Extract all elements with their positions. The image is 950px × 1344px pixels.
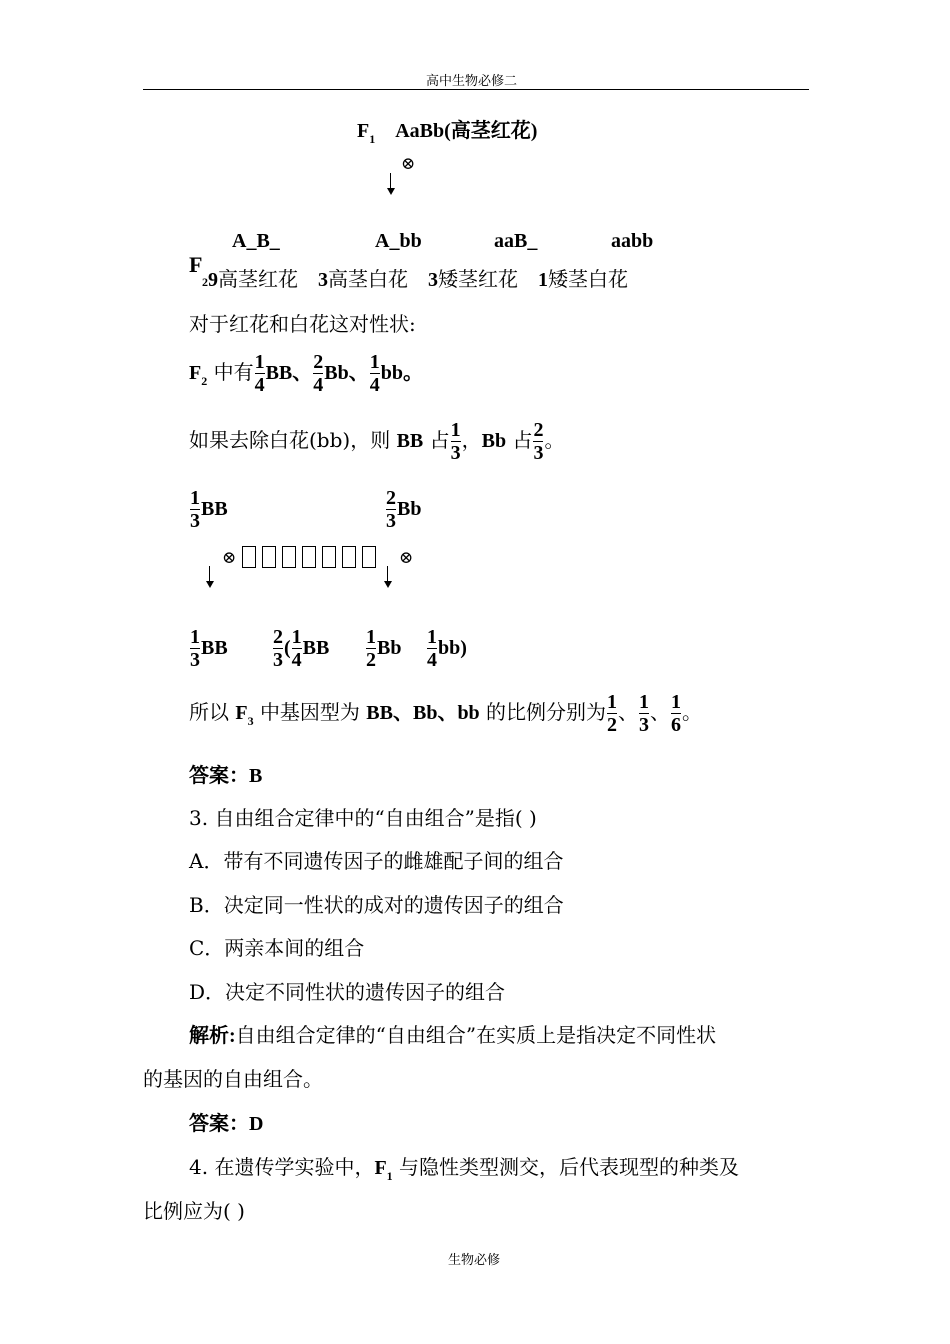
remove-white-line: 如果去除白花(bb)，则 BB 占 $\frac{1}{3}$ ，Bb 占 $\frac{2}{3}$ 。 (189, 419, 565, 464)
option-c: C．两亲本间的组合 (189, 936, 365, 960)
f1-line: $F_1$ AaBb(高茎红花) (357, 120, 538, 146)
header-rule (143, 89, 809, 90)
answer-b: 答案：B (189, 765, 263, 787)
option-d: D．决定不同性状的遗传因子的组合 (189, 980, 506, 1004)
page-footer: 生物必修 (448, 1253, 501, 1268)
analysis-line-1: 解析:自由组合定律的“自由组合”在实质上是指决定不同性状 (189, 1023, 717, 1047)
down-arrow-icon (386, 173, 396, 197)
f2-line: F (189, 252, 203, 277)
bb-parent-2: $\frac{2}{3}$ Bb (386, 487, 422, 532)
genotype-1: A_B_ (232, 230, 280, 252)
page-header: 高中生物必修二 (426, 74, 518, 89)
selfing-symbol: ⊗ (222, 548, 237, 568)
genotype-2: A_bb (375, 230, 422, 252)
option-b: B．决定同一性状的成对的遗传因子的组合 (189, 893, 564, 917)
red-white-line: 对于红花和白花这对性状: (189, 312, 416, 336)
analysis-line-2: 的基因的自由组合。 (143, 1067, 323, 1091)
f3-conclusion: 所以 $F_3$ 中基因型为 BB、Bb、bb 的比例分别为 $\frac{1}{2}$ 、 $\frac{1}{3}$ 、 $\frac{1}{6}$ 。 (189, 691, 703, 736)
down-arrow-icon (205, 566, 215, 590)
question-3: 3. 自由组合定律中的“自由组合”是指( ) (189, 806, 537, 830)
selfing-symbol: ⊗ (399, 548, 414, 568)
genotype-4: aabb (611, 230, 654, 252)
placeholder-boxes (242, 546, 382, 568)
result-bb-group: $\frac{2}{3}$ ( $\frac{1}{4}$ BB (273, 626, 330, 671)
result-bb-quarter: $\frac{1}{4}$ bb) (427, 626, 467, 671)
result-bb-half: $\frac{1}{2}$ Bb (366, 626, 402, 671)
answer-d: 答案：D (189, 1113, 264, 1135)
result-bb: $\frac{1}{3}$ BB (190, 626, 228, 671)
f2-fraction-line: $F_2$ 中有 $\frac{1}{4}$ BB、 $\frac{2}{4}$ Bb、 $\frac{1}{4}$ bb。 (189, 351, 423, 396)
question-4-line-1: 4. 在遗传学实验中，$F_1$ 与隐性类型测交，后代表现型的种类及 (189, 1155, 740, 1183)
selfing-symbol: ⊗ (401, 154, 416, 174)
down-arrow-icon (383, 566, 393, 590)
phenotype-row: 29高茎红花 3高茎白花 3矮茎红花 1矮茎白花 (202, 267, 628, 291)
genotype-3: aaB_ (494, 230, 538, 252)
question-4-line-2: 比例应为( ) (143, 1199, 245, 1223)
option-a: A．带有不同遗传因子的雌雄配子间的组合 (189, 849, 564, 873)
bb-parent-1: $\frac{1}{3}$ BB (190, 487, 228, 532)
